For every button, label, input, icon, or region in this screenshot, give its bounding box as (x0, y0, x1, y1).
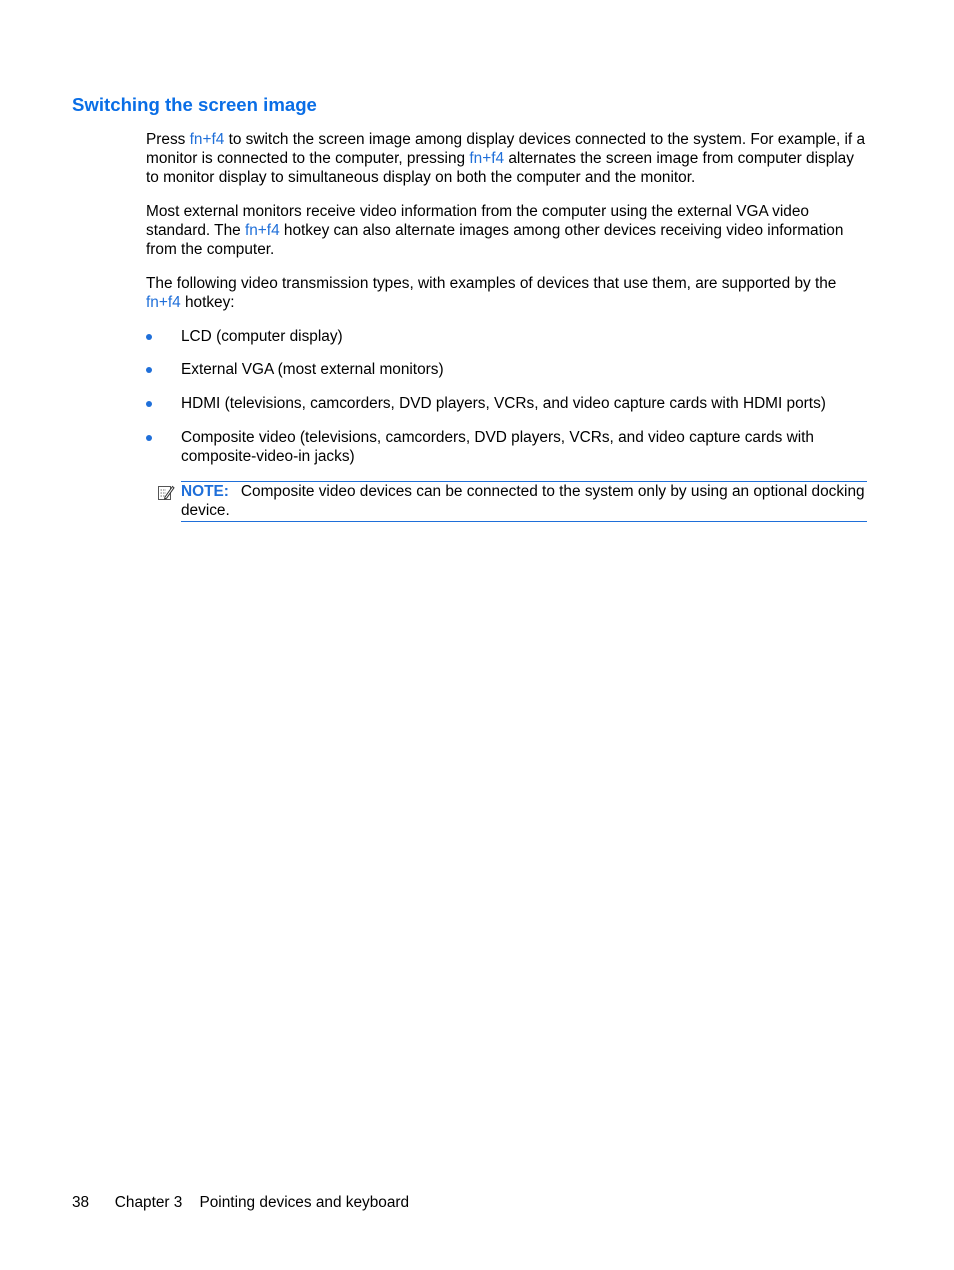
paragraph-press-fn-f4 (146, 130, 870, 187)
text: hotkey: (180, 294, 235, 311)
chapter-title: Pointing devices and keyboard (199, 1194, 410, 1211)
chapter-label: Chapter 3 (114, 1194, 183, 1211)
hotkey-fn-f4: fn+f4 (146, 294, 181, 311)
text: The following video transmission types, with examples of devices that use them, are supported by the (146, 275, 837, 292)
list-item-text: Composite video (televisions, camcorders, DVD players, VCRs, and video capture cards with composite-video-in jacks) (181, 429, 814, 465)
bullet-icon (146, 401, 152, 407)
text: hotkey can also alternate images among other devices receiving video information from the computer. (146, 222, 844, 258)
paragraph-transmission-types (146, 274, 870, 312)
text: alternates the screen image from computer display to monitor display to simultaneous display on both the computer and the monitor. (146, 150, 854, 186)
bullet-icon (146, 435, 152, 441)
note-box (181, 481, 867, 522)
page-number: 38 (72, 1194, 90, 1211)
hotkey-fn-f4: fn+f4 (189, 131, 225, 148)
hotkey-fn-f4: fn+f4 (469, 150, 505, 167)
text: to switch the screen image among display devices connected to the system. For example, if a monitor is connected to the computer, pressing (146, 131, 866, 167)
note-pencil-icon (157, 484, 175, 502)
section-heading: Switching the screen image (72, 94, 317, 115)
note-paragraph (181, 482, 867, 520)
text: Press (146, 131, 190, 148)
paragraph-external-monitors (146, 202, 870, 259)
page-footer (72, 1193, 409, 1212)
bullet-icon (146, 334, 152, 340)
list-item-text: LCD (computer display) (181, 328, 343, 345)
text: Most external monitors receive video information from the computer using the external VGA video standard. The (146, 203, 809, 239)
list-item-text: External VGA (most external monitors) (181, 361, 444, 378)
note-callout (157, 481, 867, 521)
note-text: Composite video devices can be connected to the system only by using an optional docking device. (181, 483, 865, 519)
bullet-icon (146, 367, 152, 373)
list-item-text: HDMI (televisions, camcorders, DVD players, VCRs, and video capture cards with HDMI ports) (181, 395, 826, 412)
hotkey-fn-f4: fn+f4 (244, 222, 280, 239)
note-label: NOTE: (181, 483, 229, 500)
